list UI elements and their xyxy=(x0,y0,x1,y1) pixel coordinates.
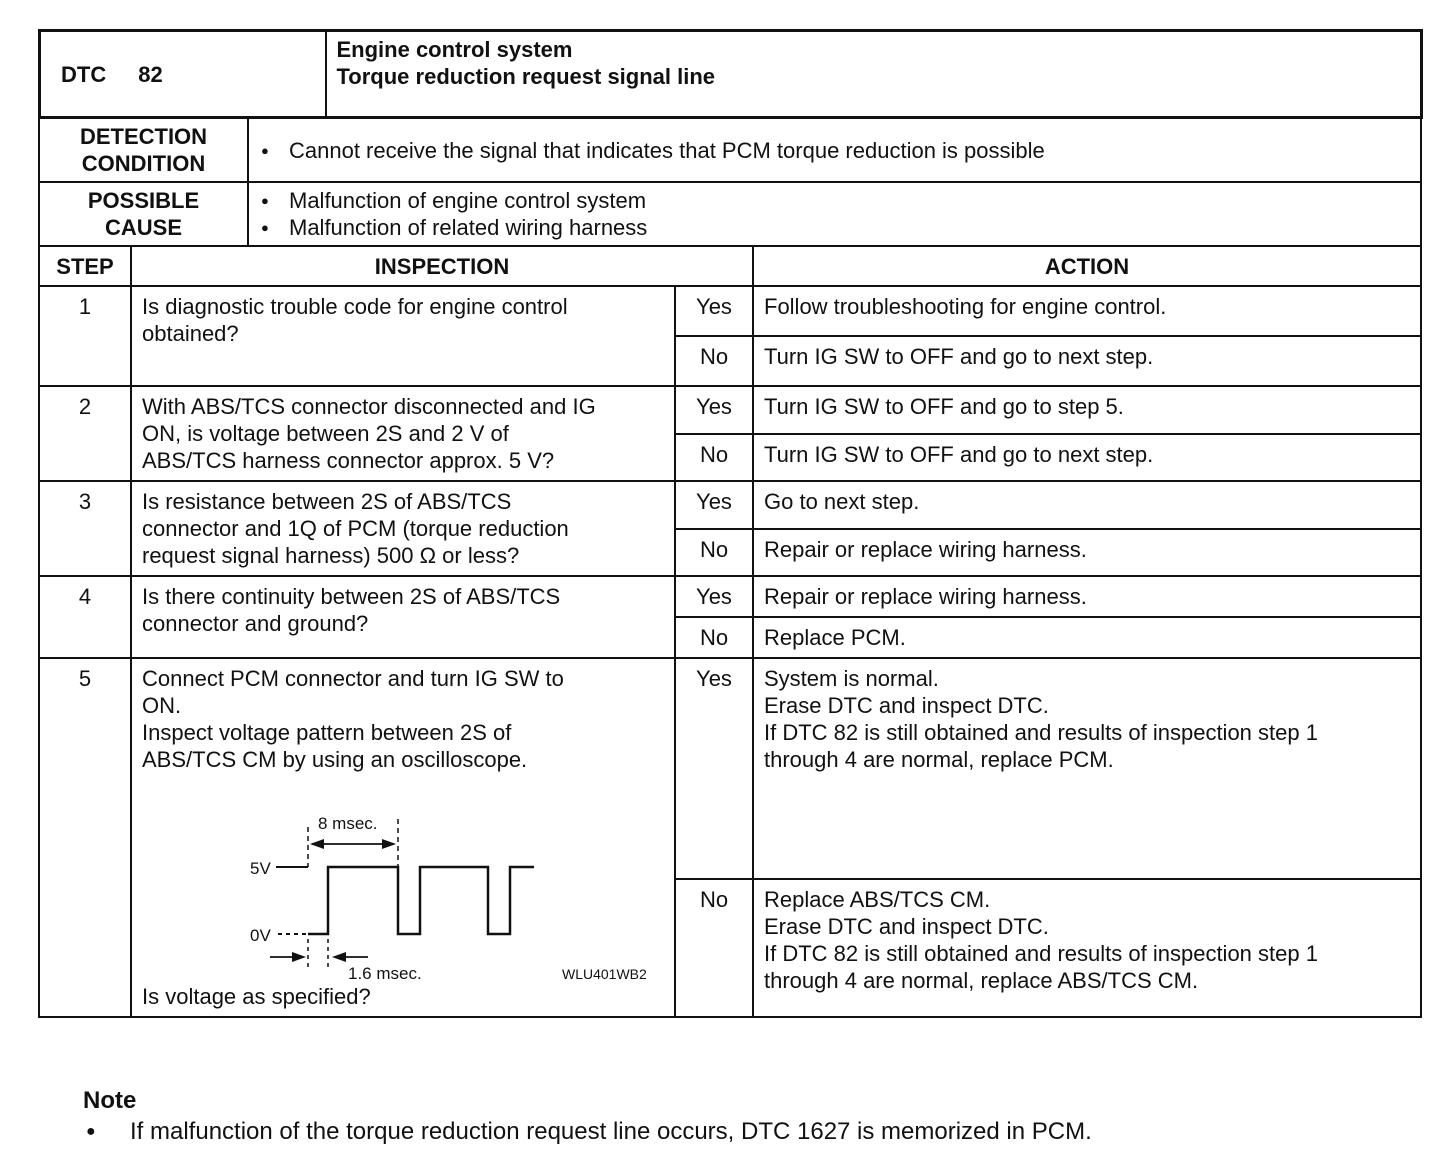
no-label: No xyxy=(675,617,753,658)
yes-label: Yes xyxy=(675,481,753,529)
note-section xyxy=(83,1086,1092,1148)
note-item: ● If malfunction of the torque reduction request line occurs, DTC 1627 is memorized in PCM. xyxy=(83,1116,1092,1148)
detection-condition-label: DETECTION CONDITION xyxy=(39,118,248,182)
no-action: Replace ABS/TCS CM. Erase DTC and inspect DTC. If DTC 82 is still obtained and results of inspection step 1 through 4 are normal, replace ABS/TCS CM. xyxy=(753,879,1421,1017)
step-number: 3 xyxy=(39,481,131,576)
figure-code: WLU401WB2 xyxy=(562,966,647,979)
step-inspection: Is resistance between 2S of ABS/TCS connector and 1Q of PCM (torque reduction request signal harness) 500 Ω or less? xyxy=(131,481,675,576)
period-label: 8 msec. xyxy=(318,814,378,833)
dtc-number: 82 xyxy=(138,61,163,87)
no-label: No xyxy=(675,879,753,1017)
bullet-icon: ● xyxy=(86,1123,96,1140)
yes-action: Follow troubleshooting for engine control. xyxy=(753,286,1421,336)
cause-item: ● Malfunction of related wiring harness xyxy=(259,214,1410,241)
step-inspection: With ABS/TCS connector disconnected and IG ON, is voltage between 2S and 2 V of ABS/TCS harness connector approx. 5 V? xyxy=(131,386,675,481)
dtc-label: DTC xyxy=(61,61,107,87)
yes-action: Repair or replace wiring harness. xyxy=(753,576,1421,617)
detection-condition-text xyxy=(248,118,1421,182)
waveform-signal-line xyxy=(308,867,534,934)
period-arrow-left xyxy=(310,839,324,849)
pulse-arrow-right xyxy=(332,952,346,962)
step-number: 2 xyxy=(39,386,131,481)
inspection-column-header: INSPECTION xyxy=(131,246,753,286)
five-volt-label: 5V xyxy=(250,859,271,878)
step-inspection: Is there continuity between 2S of ABS/TCS connector and ground? xyxy=(131,576,675,658)
yes-label: Yes xyxy=(675,286,753,336)
table-row xyxy=(39,481,1421,529)
table-row xyxy=(39,576,1421,617)
step-number: 4 xyxy=(39,576,131,658)
step-inspection: Is diagnostic trouble code for engine control obtained? xyxy=(131,286,675,386)
no-action: Replace PCM. xyxy=(753,617,1421,658)
possible-cause-text xyxy=(248,182,1421,246)
pulse-arrow-left xyxy=(292,952,306,962)
no-action: Turn IG SW to OFF and go to next step. xyxy=(753,434,1421,482)
steps-table xyxy=(38,245,1422,1018)
step-number: 1 xyxy=(39,286,131,386)
pulse-label: 1.6 msec. xyxy=(348,964,422,979)
note-title: Note xyxy=(83,1087,137,1114)
cause-item: ● Malfunction of engine control system xyxy=(259,187,1410,214)
step-number: 5 xyxy=(39,658,131,1017)
no-label: No xyxy=(675,529,753,577)
step5-question: Is voltage as specified? xyxy=(142,984,371,1009)
oscilloscope-waveform-diagram xyxy=(142,789,672,979)
dtc-title-line2: Torque reduction request signal line xyxy=(336,64,716,89)
possible-cause-label: POSSIBLE CAUSE xyxy=(39,182,248,246)
dtc-header-table xyxy=(38,29,1423,119)
yes-action: Go to next step. xyxy=(753,481,1421,529)
period-arrow-right xyxy=(382,839,396,849)
zero-volt-label: 0V xyxy=(250,926,271,945)
action-column-header: ACTION xyxy=(753,246,1421,286)
yes-label: Yes xyxy=(675,386,753,434)
detection-item: ● Cannot receive the signal that indicates that PCM torque reduction is possible xyxy=(259,137,1410,164)
yes-label: Yes xyxy=(675,576,753,617)
no-label: No xyxy=(675,434,753,482)
dtc-code-cell xyxy=(40,31,326,118)
table-row xyxy=(39,386,1421,434)
dtc-title-cell xyxy=(326,31,1422,118)
yes-action: Turn IG SW to OFF and go to step 5. xyxy=(753,386,1421,434)
dtc-title-line1: Engine control system xyxy=(336,37,573,62)
table-row xyxy=(39,658,1421,879)
yes-action: System is normal. Erase DTC and inspect DTC. If DTC 82 is still obtained and results of inspection step 1 through 4 are normal, replace PCM. xyxy=(753,658,1421,879)
no-action: Repair or replace wiring harness. xyxy=(753,529,1421,577)
yes-label: Yes xyxy=(675,658,753,879)
no-label: No xyxy=(675,336,753,386)
table-row xyxy=(39,286,1421,336)
dtc-document xyxy=(38,29,1420,1018)
step-column-header: STEP xyxy=(39,246,131,286)
step-inspection: Connect PCM connector and turn IG SW to ON. Inspect voltage pattern between 2S of ABS/TCS CM by using an oscilloscope. 5V 0V 8 msec. 1.6 msec. WLU401WB2 Is voltage as specified? xyxy=(131,658,675,1017)
no-action: Turn IG SW to OFF and go to next step. xyxy=(753,336,1421,386)
condition-table xyxy=(38,117,1422,247)
